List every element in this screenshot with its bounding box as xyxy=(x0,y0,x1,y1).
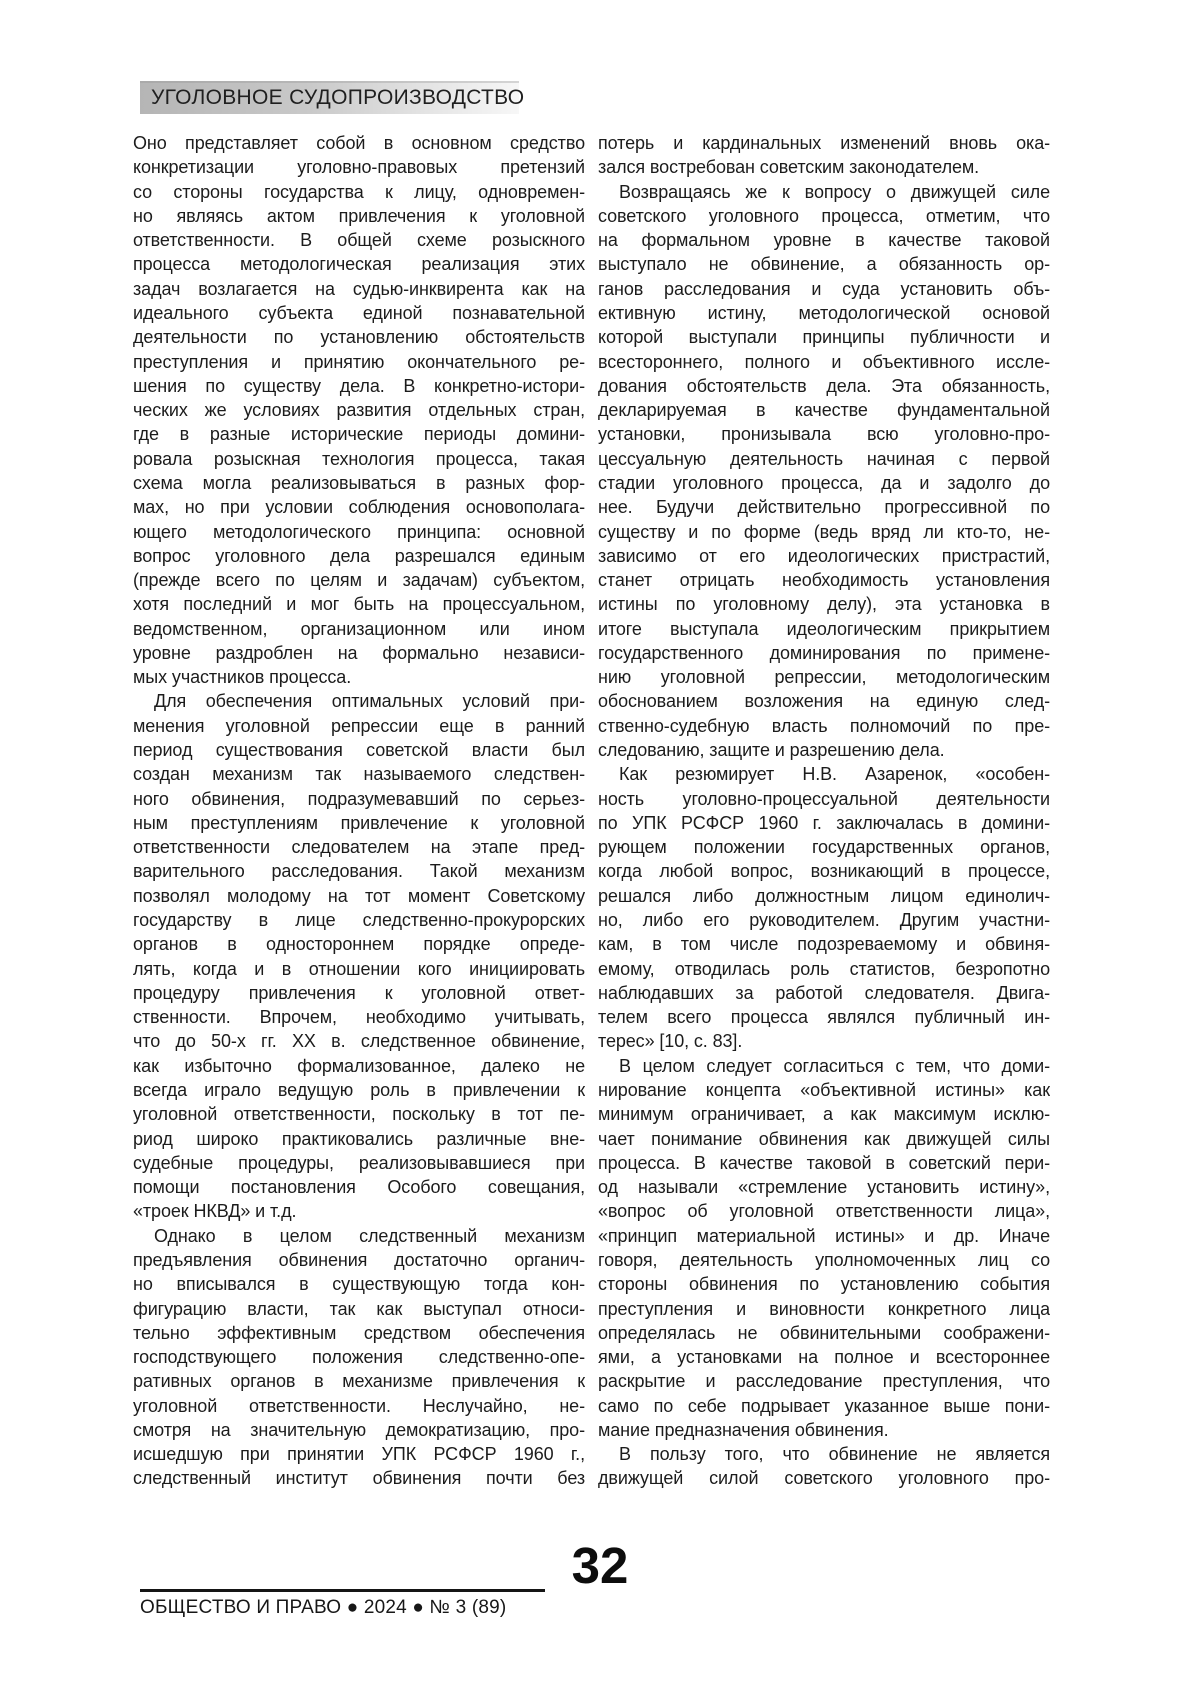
text-line: ственно-судебную власть полномочий по пре- xyxy=(598,715,1050,736)
text-line: «принцип материальной истины» и др. Иначе xyxy=(598,1225,1050,1246)
text-line: чает понимание обвинения как движущей силы xyxy=(598,1128,1050,1149)
text-line: В пользу того, что обвинение не является xyxy=(619,1444,1050,1465)
section-title: УГОЛОВНОЕ СУДОПРОИЗВОДСТВО xyxy=(151,85,525,109)
text-line: ственности. Впрочем, необходимо учитывать, xyxy=(133,1007,585,1028)
text-line: мых участников процесса. xyxy=(133,667,352,688)
text-line: выступало не обвинение, а обязанность ор- xyxy=(598,254,1050,275)
text-line: ями, а установками на полное и всестороннее xyxy=(598,1347,1050,1368)
text-line: которой выступали принципы публичности и xyxy=(598,327,1050,348)
text-line: деятельности по установлению обстоятельств xyxy=(133,327,585,348)
text-line: ровала розыскная технология процесса, такая xyxy=(133,448,585,469)
text-line: само по себе подрывает указанное выше пони- xyxy=(598,1395,1050,1416)
text-line: по УПК РСФСР 1960 г. заключалась в домини- xyxy=(598,812,1050,833)
text-line: государству в лице следственно-прокурорских xyxy=(133,910,585,930)
text-line: что до 50-х гг. XX в. следственное обвинение, xyxy=(133,1031,585,1052)
text-line: органов в одностороннем порядке опреде- xyxy=(133,934,585,955)
text-line: ющего методологического принципа: основной xyxy=(133,521,585,542)
text-line: процедуру привлечения к уголовной ответ- xyxy=(133,982,585,1003)
text-line: но, либо его руководителем. Другим участни- xyxy=(598,910,1050,930)
text-line: конкретизации уголовно-правовых претензий xyxy=(133,157,585,178)
text-line: мах, но при условии соблюдения основополага- xyxy=(133,497,585,518)
text-line: тельно эффективным средством обеспечения xyxy=(133,1322,585,1343)
text-line: нирование концепта «объективной истины» как xyxy=(598,1079,1050,1100)
text-line: истины по уголовному делу), эта установка в xyxy=(598,594,1050,615)
text-line: минимум ограничивает, а как максимум исклю- xyxy=(598,1104,1050,1125)
text-line: советского уголовного процесса, отметим, что xyxy=(598,205,1050,226)
text-line: всегда играло ведущую роль в привлечении к xyxy=(133,1079,585,1100)
footer-rule xyxy=(140,1589,545,1592)
text-line: преступления и виновности конкретного лица xyxy=(598,1298,1050,1319)
text-line: уголовной ответственности. Неслучайно, не- xyxy=(133,1395,585,1416)
text-line: предъявления обвинения достаточно органич- xyxy=(133,1249,585,1270)
text-line: схема могла реализовываться в разных фор- xyxy=(133,472,585,493)
text-line: ответственности. В общей схеме розыскного xyxy=(133,230,585,251)
text-line: Для обеспечения оптимальных условий при- xyxy=(154,691,585,712)
text-line: кам, в том числе подозреваемому и обвиня- xyxy=(598,934,1050,955)
text-line: «вопрос об уголовной ответственности лица», xyxy=(598,1201,1050,1222)
text-line: процесса. В качестве таковой в советский пери- xyxy=(598,1152,1050,1173)
paragraph xyxy=(598,1054,1050,1443)
text-line: существу и по форме (ведь вряд ли кто-то, не- xyxy=(598,521,1050,542)
text-line: менения уголовной репрессии еще в ранний xyxy=(133,715,585,736)
text-line: установки, пронизывала всю уголовно-про- xyxy=(598,424,1050,445)
text-line: следственный институт обвинения почти без xyxy=(133,1468,585,1489)
text-line: Как резюмирует Н.В. Азаренок, «особен- xyxy=(619,764,1050,785)
text-line: телем всего процесса являлся публичный ин- xyxy=(598,1007,1050,1028)
text-line: определялась не обвинительными соображени- xyxy=(598,1322,1050,1343)
text-line: судебные процедуры, реализовывавшиеся при xyxy=(133,1152,585,1173)
text-line: движущей силой советского уголовного про- xyxy=(598,1468,1050,1489)
text-line: процесса методологическая реализация этих xyxy=(133,254,585,275)
text-line: мание предназначения обвинения. xyxy=(598,1419,889,1440)
paragraph xyxy=(133,689,585,1223)
text-column-right xyxy=(598,131,1050,1491)
text-line: декларируемая в качестве фундаментальной xyxy=(598,400,1050,421)
text-line: стороны обвинения по установлению события xyxy=(598,1274,1050,1295)
text-line: наблюдавших за работой следователя. Двига- xyxy=(598,982,1050,1003)
text-line: Возвращаясь же к вопросу о движущей силе xyxy=(619,181,1050,202)
text-line: раскрытие и расследование преступления, что xyxy=(598,1371,1050,1392)
text-line: господствующего положения следственно-опе- xyxy=(133,1347,585,1368)
text-line: ективную истину, методологической основой xyxy=(598,302,1050,323)
text-line: помощи постановления Особого совещания, xyxy=(133,1177,585,1198)
text-line: варительного расследования. Такой механизм xyxy=(133,861,585,882)
text-line: рующем положении государственных органов, xyxy=(598,837,1050,858)
text-line: исшедшую при принятии УПК РСФСР 1960 г., xyxy=(133,1444,585,1465)
page-number: 32 xyxy=(571,1537,629,1594)
paragraph xyxy=(598,762,1050,1053)
text-line: лять, когда и в отношении кого инициировать xyxy=(133,958,585,979)
text-line: уголовной ответственности, поскольку в тот пе- xyxy=(133,1104,585,1125)
text-line: стадии уголовного процесса, да и задолго до xyxy=(598,472,1050,493)
text-line: обоснованием возложения на единую след- xyxy=(598,691,1050,712)
text-line: период существования советской власти был xyxy=(133,740,585,761)
text-line: когда любой вопрос, возникающий в процессе, xyxy=(598,861,1050,882)
text-line: ческих же условиях развития отдельных стран, xyxy=(133,400,585,421)
paragraph xyxy=(133,1224,585,1491)
text-line: емому, отводилась роль статистов, безропотно xyxy=(598,958,1050,979)
text-line: идеального субъекта единой познавательной xyxy=(133,302,585,323)
text-line: зался востребован советским законодателем. xyxy=(598,157,980,178)
text-line: позволял молодому на тот момент Советскому xyxy=(133,885,585,906)
text-line: со стороны государства к лицу, одновремен- xyxy=(133,181,585,202)
text-line: создан механизм так называемого следствен- xyxy=(133,764,585,785)
journal-citation: ОБЩЕСТВО И ПРАВО ● 2024 ● № 3 (89) xyxy=(140,1597,507,1618)
text-line: фигурацию власти, так как выступал относи- xyxy=(133,1298,585,1319)
paragraph xyxy=(598,131,1050,180)
text-line: ным преступлениям привлечение к уголовной xyxy=(133,812,585,833)
text-line: решался либо должностным лицом единолич- xyxy=(598,885,1050,906)
text-line: задач возлагается на судью-инквирента как на xyxy=(133,278,585,299)
text-line: государственного доминирования по примене- xyxy=(598,642,1050,663)
text-line: хотя последний и мог быть на процессуальном, xyxy=(133,594,585,615)
paragraph xyxy=(133,131,585,689)
text-line: ганов расследования и суда установить объ- xyxy=(598,278,1050,299)
text-line: но являясь актом привлечения к уголовной xyxy=(133,205,585,226)
text-line: зависимо от его идеологических пристрастий, xyxy=(598,545,1050,566)
text-line: но вписывался в существующую тогда кон- xyxy=(133,1274,585,1295)
text-column-left xyxy=(133,131,585,1491)
text-line: В целом следует согласиться с тем, что доми- xyxy=(619,1055,1050,1076)
text-line: всестороннего, полного и объективного иссле- xyxy=(598,351,1050,372)
text-line: (прежде всего по целям и задачам) субъектом, xyxy=(133,570,585,591)
text-line: уровне раздроблен на формально независи- xyxy=(133,642,585,663)
text-line: ность уголовно-процессуальной деятельности xyxy=(598,788,1050,809)
paragraph xyxy=(598,180,1050,763)
section-header-bar xyxy=(140,81,525,114)
text-line: нию уголовной репрессии, методологическим xyxy=(598,667,1050,688)
text-line: ративных органов в механизме привлечения к xyxy=(133,1371,585,1392)
text-line: цессуальную деятельность начиная с первой xyxy=(598,448,1050,469)
text-line: Однако в целом следственный механизм xyxy=(154,1225,585,1246)
text-line: потерь и кардинальных изменений вновь ока- xyxy=(598,133,1050,153)
text-line: где в разные исторические периоды домини- xyxy=(133,424,585,445)
text-line: говоря, деятельность уполномоченных лиц со xyxy=(598,1249,1050,1270)
text-line: терес» [10, с. 83]. xyxy=(598,1031,743,1052)
text-line: ответственности следователем на этапе пред- xyxy=(133,837,585,858)
text-line: итоге выступала идеологическим прикрытием xyxy=(598,618,1050,639)
text-line: нее. Будучи действительно прогрессивной по xyxy=(598,497,1050,518)
text-line: ного обвинения, подразумевавший по серьез- xyxy=(133,788,585,809)
text-line: од называли «стремление установить истину», xyxy=(598,1177,1050,1198)
text-line: преступления и принятию окончательного ре- xyxy=(133,351,585,372)
text-line: дования обстоятельств дела. Эта обязанность, xyxy=(598,375,1050,396)
text-line: риод широко практиковались различные вне- xyxy=(133,1128,585,1149)
paragraph xyxy=(598,1442,1050,1491)
text-line: следованию, защите и разрешению дела. xyxy=(598,740,945,761)
text-line: ведомственном, организационном или ином xyxy=(133,618,585,639)
text-line: на формальном уровне в качестве таковой xyxy=(598,230,1050,251)
text-line: Оно представляет собой в основном средство xyxy=(133,133,585,153)
text-line: смотря на значительную демократизацию, про- xyxy=(133,1419,585,1440)
text-line: «троек НКВД» и т.д. xyxy=(133,1201,297,1222)
text-line: вопрос уголовного дела разрешался единым xyxy=(133,545,585,566)
text-line: станет отрицать необходимость установления xyxy=(598,570,1050,591)
text-line: шения по существу дела. В конкретно-истори- xyxy=(133,375,585,396)
text-line: как избыточно формализованное, далеко не xyxy=(133,1055,585,1076)
